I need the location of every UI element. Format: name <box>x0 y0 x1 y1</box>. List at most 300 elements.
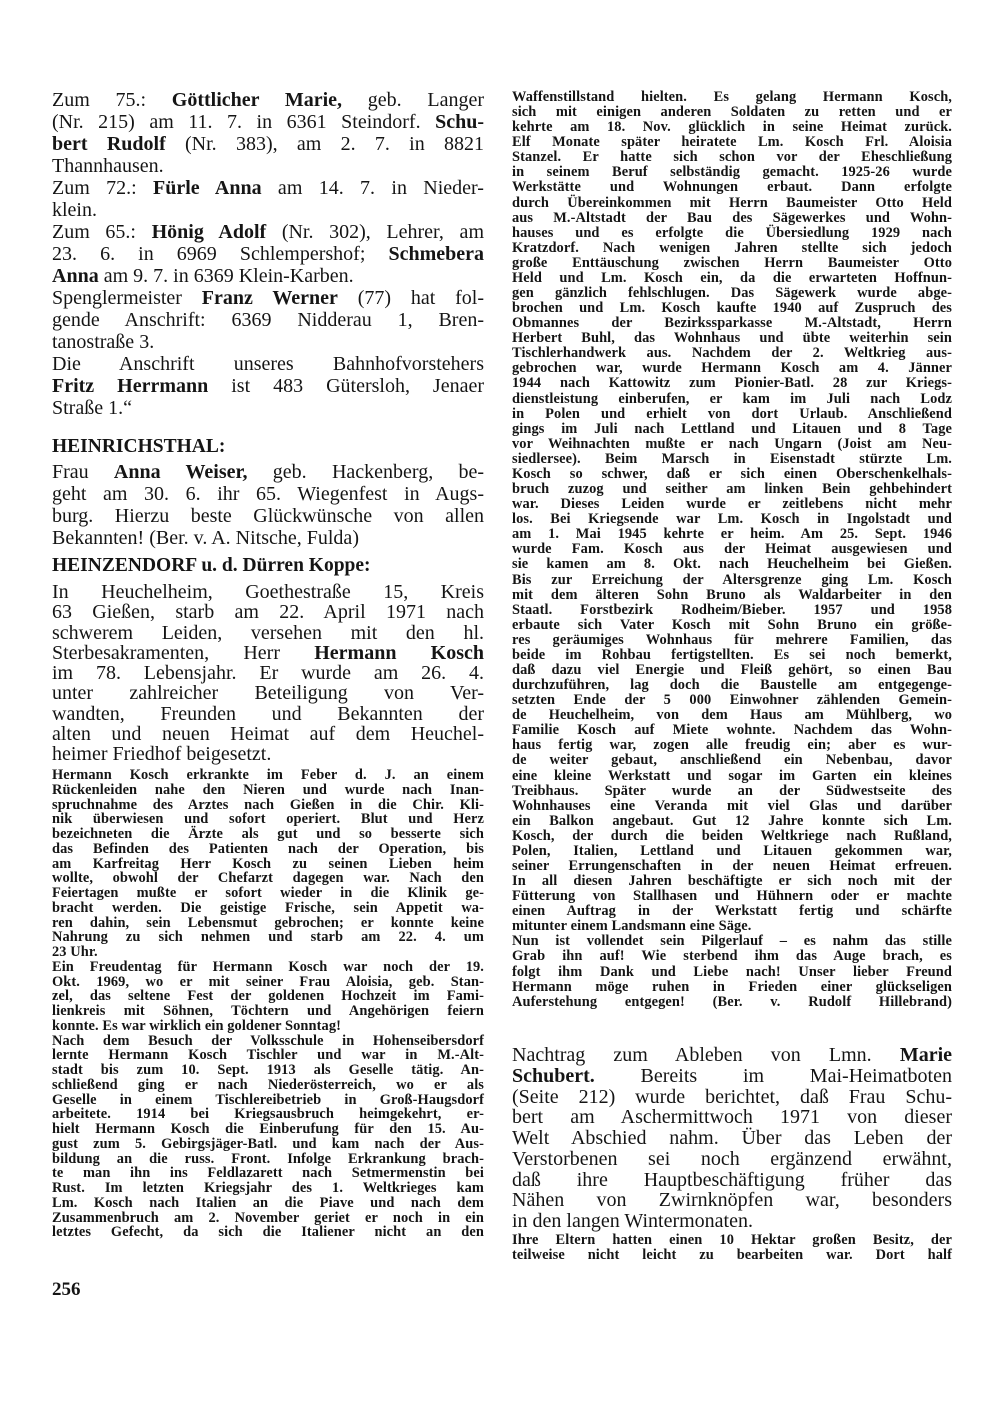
text-run: gust zum 5. Gebirgsjäger-Batl. und kam nach der Aus- <box>52 1135 484 1152</box>
text-run: Spenglermeister <box>52 287 202 309</box>
text-line <box>512 1233 952 1248</box>
text-run: geb. Langer <box>342 89 484 111</box>
text-line <box>512 286 952 301</box>
text-line <box>52 111 484 133</box>
text-line <box>512 392 952 407</box>
text-run: große Enttäuschung zwischen Herrn Baumeister Otto <box>512 254 952 271</box>
text-line <box>52 133 484 155</box>
text-run: am 14. 7. in Nieder- <box>261 177 484 199</box>
text-line <box>512 135 952 150</box>
birthday-entry-72 <box>52 177 484 221</box>
text-line <box>512 663 952 678</box>
text-run: spruchnahme des Arztes nach Gießen in die Chir. Kli- <box>52 796 484 813</box>
text-run: brochen und Lm. Kosch kaufte 1940 auf Zuspruch des <box>512 300 952 317</box>
paragraph <box>52 582 484 765</box>
text-run: geht am 30. 6. ihr 65. Wiegenfest in Augs- <box>52 483 484 505</box>
text-run: 63 Gießen, starb am 22. April 1971 nach <box>52 601 484 624</box>
text-line <box>512 1248 952 1263</box>
text-line <box>512 361 952 376</box>
text-line <box>52 505 484 527</box>
text-run: Thannhausen. <box>52 155 164 177</box>
text-run: Nähen von Zwirnknöpfen war, besonders <box>512 1189 952 1212</box>
text-run: sich mit einigen anderen Soldaten zu retten und er <box>512 104 952 121</box>
text-run: mit dem älteren Sohn Bruno als Waldarbeiter in den <box>512 586 952 603</box>
text-line <box>52 857 484 872</box>
text-run: Zum 65.: <box>52 221 152 243</box>
text-run: Frau <box>52 461 114 483</box>
bold-name: Anna <box>52 265 99 287</box>
text-run: gebrochen war, wurde Hermann Kosch am 4. Jänner <box>512 360 952 377</box>
text-line <box>52 960 484 975</box>
text-run: 23 Uhr. <box>52 944 98 960</box>
paragraph <box>52 768 484 960</box>
birthday-entry-weiser <box>52 461 484 549</box>
text-line <box>512 633 952 648</box>
text-run: gen gänzlich fehlschlugen. Das Sägewerk wurde abge- <box>512 285 952 302</box>
text-line <box>512 150 952 165</box>
paragraph <box>52 221 484 287</box>
text-line <box>52 623 484 643</box>
text-run: Staatl. Forstbezirk Rodheim/Bieber. 1957 und 1958 <box>512 601 952 618</box>
text-run: gings im Juli nach Lettland und Litauen und 8 Tage <box>512 420 952 437</box>
text-run: Rust. Im letzten Kriegsjahr des 1. Weltkrieges kam <box>52 1180 484 1196</box>
text-run: seiner Errungenschaften in der neuen Heimat erfreuen. <box>512 857 952 874</box>
birthday-entry-75 <box>52 89 484 177</box>
text-run: Geselle in einem Tischlereibetrieb in Groß-Haugsdorf <box>52 1091 484 1108</box>
text-line <box>512 165 952 180</box>
text-line <box>52 1122 484 1137</box>
text-run: einen Auftrag in der Werkstatt fertig und schärfte <box>512 903 952 920</box>
text-line <box>52 1048 484 1063</box>
text-line <box>512 980 952 995</box>
text-line <box>52 989 484 1004</box>
paragraph <box>52 1034 484 1241</box>
text-line <box>52 1093 484 1108</box>
text-line <box>52 1034 484 1049</box>
text-line <box>512 422 952 437</box>
text-line <box>52 886 484 901</box>
text-run: wandten, Freunden und Bekannten der <box>52 702 484 725</box>
text-run: konnte. Es war wirklich ein goldener Sonntag! <box>52 1017 342 1034</box>
text-line <box>512 859 952 874</box>
birthday-entry-65 <box>52 221 484 287</box>
text-line <box>52 177 484 199</box>
text-run: Ihre Eltern hatten einen 10 Hektar großen Besitz, der <box>512 1232 952 1248</box>
text-run: nik überwiesen und sofort operiert. Blut und Herz <box>52 811 484 828</box>
paragraph <box>512 90 952 934</box>
text-run: unter zahlreicher Beteiligung von Ver- <box>52 682 484 705</box>
text-run: Die Anschrift unseres Bahnhofvorstehers <box>52 353 484 375</box>
text-run: tanostraße 3. <box>52 331 155 353</box>
text-run: hielt Hermann Kosch die Einberufung für den 15. Au- <box>52 1121 484 1137</box>
text-run: Kosch so schwer, daß er sich einen Oberschenkelhals- <box>512 465 952 482</box>
text-run: Nun ist vollendet sein Pilgerlauf – es nahm das stille <box>512 933 952 950</box>
text-run: zel, das seltene Fest der goldenen Hochzeit im Fami- <box>52 988 484 1005</box>
text-line <box>52 643 484 663</box>
text-line <box>512 512 952 527</box>
text-run: aus M.-Altstadt der Bau des Sägewerkes und Wohn- <box>512 209 952 226</box>
text-line <box>512 1087 952 1108</box>
text-line <box>52 1107 484 1122</box>
text-run: Polen, Italien, Lettland und Litauen gekommen war, <box>512 842 952 859</box>
text-line <box>512 452 952 467</box>
text-line <box>52 744 484 764</box>
text-line <box>512 301 952 316</box>
bold-name: Franz Werner <box>201 287 338 309</box>
text-run: Zum 72.: <box>52 177 154 199</box>
text-line <box>512 105 952 120</box>
text-line <box>512 1211 952 1232</box>
text-line <box>52 375 484 397</box>
text-run: Okt. 1969, wo er mit seiner Frau Aloisia, geb. Stan- <box>52 973 484 990</box>
text-line <box>52 483 484 505</box>
text-run: bildung an die russ. Front. Infolge Erkrankung brach- <box>52 1150 484 1167</box>
text-run: gende Anschrift: 6369 Nidderau 1, Bren- <box>52 309 484 331</box>
text-line <box>52 901 484 916</box>
text-run: schließend ging er nach Niederösterreich, wo er als <box>52 1076 484 1093</box>
text-run: sie kamen am 8. Okt. nach Heuchelheim bei Gießen. <box>512 556 952 573</box>
text-line <box>512 995 952 1010</box>
text-line <box>52 554 484 578</box>
addendum-schubert <box>512 1045 952 1232</box>
text-line <box>52 199 484 221</box>
paragraph <box>512 1045 952 1232</box>
text-line <box>52 1063 484 1078</box>
addendum-schubert-body <box>512 1233 952 1263</box>
text-line <box>52 1019 484 1034</box>
text-run: schwerem Leiden, versehen mit den hl. <box>52 621 484 644</box>
text-line <box>52 1181 484 1196</box>
text-line <box>512 618 952 633</box>
bold-name: bert Rudolf <box>52 133 166 155</box>
text-line <box>512 799 952 814</box>
text-run: eine kleine Werkstatt und sogar im Garten ein kleines <box>512 767 952 784</box>
text-line <box>52 287 484 309</box>
text-run: klein. <box>52 199 97 221</box>
text-line <box>52 1196 484 1211</box>
text-line <box>52 724 484 744</box>
text-run: Treibhaus. Später wurde an der Südwestseite des <box>512 782 952 799</box>
text-run: Tischlerhandwerk aus. Nachdem der 2. Weltkrieg aus- <box>512 345 952 362</box>
text-run: res geräumiges Wohnhaus für mehrere Familien, das <box>512 631 952 648</box>
text-run: folgt ihm Dank und Liebe nach! Unser lieber Freund <box>512 963 952 980</box>
text-line <box>52 243 484 265</box>
paragraph <box>52 461 484 549</box>
text-line <box>52 353 484 375</box>
text-line <box>512 648 952 663</box>
text-line <box>52 435 484 459</box>
text-run: heimer Friedhof beigesetzt. <box>52 743 272 766</box>
text-line <box>52 842 484 857</box>
text-line <box>512 482 952 497</box>
text-run: siedlersee). Beim Marsch in Eisenstadt stürzte Lm. <box>512 450 952 467</box>
text-run: Bekannten! (Ber. v. A. Nitsche, Fulda) <box>52 527 359 549</box>
text-run: Verstorbenen sei noch ergänzend erwähnt, <box>512 1147 952 1170</box>
text-line <box>512 180 952 195</box>
paragraph <box>52 960 484 1034</box>
text-run: wurde Fam. Kosch aus der Heimat ausgewiesen und <box>512 541 952 558</box>
text-line <box>512 1066 952 1087</box>
text-line <box>52 916 484 931</box>
text-run: mitunter einem Landsmann eine Säge. <box>512 918 752 935</box>
text-line <box>512 693 952 708</box>
text-run: Werkstätte und Wohnungen erbaut. Dann erfolgte <box>512 179 952 196</box>
text-line <box>512 844 952 859</box>
text-line <box>512 934 952 949</box>
text-run: In Heuchelheim, Goethestraße 15, Kreis <box>52 581 484 603</box>
text-run: bezeichneten die Ärzte als gut und so besserte sich <box>52 826 484 842</box>
paragraph <box>52 435 484 459</box>
text-line <box>52 221 484 243</box>
text-line <box>52 155 484 177</box>
text-line <box>512 211 952 226</box>
text-line <box>512 467 952 482</box>
text-run: alten und neuen Heimat auf dem Heuchel- <box>52 723 484 746</box>
text-run: erbaute sich Vater Kosch mit Sohn Bruno ein größe- <box>512 616 952 633</box>
text-line <box>512 603 952 618</box>
bold-name: Göttlicher Marie, <box>171 89 343 111</box>
text-run: wollte, obwohl der Chefarzt dagegen war. Nach den <box>52 870 484 887</box>
text-line <box>512 769 952 784</box>
text-run: Rückenleiden nahe den Nieren und wurde nach Inan- <box>52 781 484 798</box>
text-run: Nach dem Besuch der Volksschule in Hohenseibersdorf <box>52 1032 484 1049</box>
text-line <box>52 582 484 602</box>
text-run: am 9. 7. in 6369 Klein-Karben. <box>98 265 354 287</box>
text-line <box>512 1190 952 1211</box>
text-run: lienkreis mit Söhnen, Töchtern und Angehörigen feiern <box>52 1003 484 1019</box>
text-line <box>52 397 484 419</box>
bold-name: Schubert. <box>512 1064 595 1087</box>
text-line <box>512 316 952 331</box>
text-line <box>52 1004 484 1019</box>
text-line <box>512 527 952 542</box>
text-line <box>52 461 484 483</box>
text-line <box>52 265 484 287</box>
text-line <box>512 1170 952 1191</box>
text-line <box>52 1211 484 1226</box>
text-run: durch Übereinkommen mit Herrn Baumeister Otto Held <box>512 194 952 211</box>
text-run: teilweise nicht leicht zu bearbeiten war. Dort half <box>512 1247 952 1263</box>
bold-name: Hermann Kosch <box>314 641 484 664</box>
text-run: Elf Monate später heiratete Lm. Kosch Frl. Aloisia <box>512 134 952 151</box>
paragraph <box>52 287 484 353</box>
text-run: in den langen Wintermonaten. <box>512 1210 753 1232</box>
text-run: am 1. Mai 1945 kehrte er heim. Am 25. Sept. 1946 <box>512 526 952 543</box>
text-line <box>52 683 484 703</box>
text-line <box>512 331 952 346</box>
text-run: Bereits im Mai-Heimatboten <box>594 1064 952 1087</box>
text-run: Auferstehung entgegen! (Ber. v. Rudolf Hillebrand) <box>512 993 952 1010</box>
text-line <box>512 965 952 980</box>
text-run: haus fertig war, zogen alle freudig ein; aber es wur- <box>512 737 952 754</box>
text-run: Grab ihn auf! Wie sterbend ihm das Auge brach, es <box>512 948 952 965</box>
text-run: Bis zur Erreichung der Altersgrenze ging Lm. Kosch <box>512 571 952 588</box>
text-run: te man ihn ins Feldlazarett nach Setmermenstin bei <box>52 1165 484 1182</box>
text-line <box>512 407 952 422</box>
text-run: Obmannes der Bezirkssparkasse M.-Altstadt, Herrn <box>512 315 952 332</box>
text-run: beide im Rohbau fertigstellten. Es sei noch bemerkt, <box>512 646 952 663</box>
text-line <box>512 874 952 889</box>
text-line <box>52 812 484 827</box>
text-run: stadt bis zum 10. Sept. 1913 als Geselle tätig. An- <box>52 1062 484 1078</box>
text-line <box>52 704 484 724</box>
text-line <box>52 945 484 960</box>
text-line <box>52 1152 484 1167</box>
text-run: (Seite 212) wurde berichtet, daß Frau Schu- <box>512 1085 952 1108</box>
text-line <box>512 1149 952 1170</box>
text-run: (77) hat fol- <box>337 287 484 309</box>
text-line <box>52 783 484 798</box>
text-line <box>512 90 952 105</box>
text-run: hauses und es erfolgte die Übersiedlung 1929 nach <box>512 224 952 241</box>
text-run: de Heuchelheim, von dem Haus am Mühlberg, wo <box>512 707 952 724</box>
paragraph <box>52 554 484 578</box>
text-run: burg. Hierzu beste Glückwünsche von allen <box>52 505 484 527</box>
text-line <box>512 573 952 588</box>
text-line <box>512 497 952 512</box>
text-run: durchzuführen, lag doch die Baustelle am entgegenge- <box>512 677 952 694</box>
text-run: daß dazu viel Energie und Fleiß gehört, so einen Bau <box>512 661 952 678</box>
text-line <box>512 753 952 768</box>
paragraph <box>52 353 484 419</box>
text-line <box>512 557 952 572</box>
text-line <box>512 241 952 256</box>
text-run: los. Bei Kriegsende war Lm. Kosch in Ingolstadt und <box>512 511 952 528</box>
text-run: Ein Freudentag für Hermann Kosch war noch der 19. <box>52 958 484 975</box>
text-line <box>512 814 952 829</box>
text-run: ist 483 Gütersloh, Jenaer <box>208 375 485 397</box>
text-run: bracht werden. Die geistige Frische, sein Appetit wa- <box>52 899 484 916</box>
bold-name: Schu- <box>435 111 484 133</box>
text-run: HEINZENDORF u. d. Dürren Koppe: <box>52 555 371 576</box>
text-line <box>512 588 952 603</box>
text-line <box>512 904 952 919</box>
text-line <box>512 256 952 271</box>
text-run: Zum 75.: <box>52 89 172 111</box>
bold-name: Anna Weiser, <box>113 461 248 483</box>
text-run: setzten Ende der 5 000 Einwohner zählenden Gemein- <box>512 692 952 709</box>
text-line <box>52 827 484 842</box>
text-run: (Nr. 383), am 2. 7. in 8821 <box>165 133 484 155</box>
text-line <box>52 331 484 353</box>
text-run: Stanzel. Er hatte sich schon vor der Eheschließung <box>512 149 952 166</box>
bold-name: Schmebera <box>388 243 484 265</box>
text-run: Nachtrag zum Ableben von Lmn. <box>512 1044 900 1066</box>
text-run: im 78. Lebensjahr. Er wurde am 26. 4. <box>52 662 484 685</box>
text-line <box>52 1166 484 1181</box>
text-line <box>512 376 952 391</box>
obituary-kosch-body-left <box>52 768 484 1240</box>
text-run: am Karfreitag Herr Kosch zu seinen Lieben heim <box>52 855 484 872</box>
text-run: Lm. Kosch nach Italien an die Piave und nach dem <box>52 1194 484 1211</box>
text-line <box>52 1225 484 1240</box>
text-run: Herbert Buhl, das Wohnhaus und übte weiterhin sein <box>512 330 952 347</box>
text-run: Sterbesakramenten, Herr <box>52 641 315 664</box>
section-heading-heinzendorf <box>52 554 484 578</box>
paragraph <box>512 934 952 1009</box>
text-run: (Nr. 215) am 11. 7. in 6361 Steindorf. <box>52 111 436 133</box>
text-line <box>512 271 952 286</box>
text-line <box>512 226 952 241</box>
text-line <box>52 1078 484 1093</box>
text-run: Straße 1.“ <box>52 397 132 419</box>
text-run: vor Weihnachten mußte er nach Ungarn (Joist am Neu- <box>512 435 952 452</box>
text-run: in seinem Beruf selbständig gemacht. 1925-26 wurde <box>512 164 952 181</box>
text-run: Kratzdorf. Nach wenigen Jahren stellte sich jedoch <box>512 239 952 256</box>
text-line <box>52 309 484 331</box>
bold-name: Fürle Anna <box>153 177 262 199</box>
text-run: 23. 6. in 6969 Schlempershof; <box>52 243 389 265</box>
text-run: Fütterung von Stallhasen und Hühnern oder er machte <box>512 888 952 905</box>
text-line <box>52 871 484 886</box>
text-line <box>52 1137 484 1152</box>
text-line <box>52 602 484 622</box>
text-line <box>512 784 952 799</box>
text-run: ren dahin, sein Lebensmut gebrochen; er konnte keine <box>52 914 484 931</box>
text-run: (Nr. 302), Lehrer, am <box>266 221 484 243</box>
text-line <box>512 889 952 904</box>
text-line <box>512 1107 952 1128</box>
text-line <box>512 437 952 452</box>
bold-name: Marie <box>899 1044 952 1066</box>
text-run: war. Dieses Leiden wurde er zeitlebens nicht mehr <box>512 496 952 513</box>
text-line <box>512 1045 952 1066</box>
text-run: 1944 nach Kattowitz zum Pionier-Batl. 28 zur Kriegs- <box>512 375 952 392</box>
text-line <box>512 1128 952 1149</box>
text-line <box>512 738 952 753</box>
paragraph <box>52 89 484 177</box>
text-run: Welt Abschied nahm. Über das Leben der <box>512 1127 952 1149</box>
paragraph <box>512 1233 952 1263</box>
text-run: lernte Hermann Kosch Tischler und war in M.-Alt- <box>52 1047 484 1064</box>
text-run: In all diesen Jahren beschäftigte er sich noch mit der <box>512 873 952 890</box>
text-line <box>512 919 952 934</box>
text-run: bruch zuzog und seither am linken Bein gehbehindert <box>512 481 952 498</box>
text-line <box>52 527 484 549</box>
text-run: HEINRICHSTHAL: <box>52 436 226 457</box>
text-run: daß ihre Hauptbeschäftigung früher das <box>512 1168 952 1191</box>
text-line <box>512 120 952 135</box>
address-notice-werner <box>52 287 484 353</box>
text-line <box>512 542 952 557</box>
text-run: Held und Lm. Kosch ein, da die erwarteten Hoffnun- <box>512 269 952 286</box>
text-line <box>512 723 952 738</box>
text-run: Familie Kosch auf Miete wohnte. Nachdem das Wohn- <box>512 722 952 739</box>
text-run: arbeitete. 1914 bei Kriegsausbruch heimgekehrt, er- <box>52 1106 484 1123</box>
text-run: Feiertagen mußte er sofort wieder in die Klinik ge- <box>52 885 484 901</box>
text-line <box>512 678 952 693</box>
text-run: de weiter gebaut, anschließend ein Nebenbau, davor <box>512 752 952 769</box>
text-run: Kosch, der durch die beiden Weltkriege nach Rußland, <box>512 827 952 844</box>
text-run: ein Balkon angebaut. Gut 12 Jahre konnte sich Lm. <box>512 812 952 829</box>
text-line <box>52 930 484 945</box>
paragraph <box>52 177 484 221</box>
text-line <box>512 346 952 361</box>
text-line <box>512 196 952 211</box>
address-notice-herrmann <box>52 353 484 419</box>
text-run: dienstleistung einberufen, er kam im Juli nach Lodz <box>512 390 952 407</box>
text-line <box>512 829 952 844</box>
text-run: Zusammenbruch am 2. November geriet er noch in ein <box>52 1209 484 1226</box>
bold-name: Fritz Herrmann <box>52 375 209 397</box>
text-run: bert am Aschermittwoch 1971 von dieser <box>512 1106 952 1129</box>
text-line <box>52 663 484 683</box>
text-run: in Polen und erhielt von dort Urlaub. Anschließend <box>512 405 952 422</box>
text-run: Hermann Kosch erkrankte im Feber d. J. an einem <box>52 767 484 783</box>
text-run: Wohnhauses eine Veranda mit viel Glas und darüber <box>512 797 952 814</box>
obituary-kosch-intro <box>52 582 484 765</box>
text-run: letztes Gefecht, da sich die Italiener nicht an den <box>52 1224 484 1241</box>
